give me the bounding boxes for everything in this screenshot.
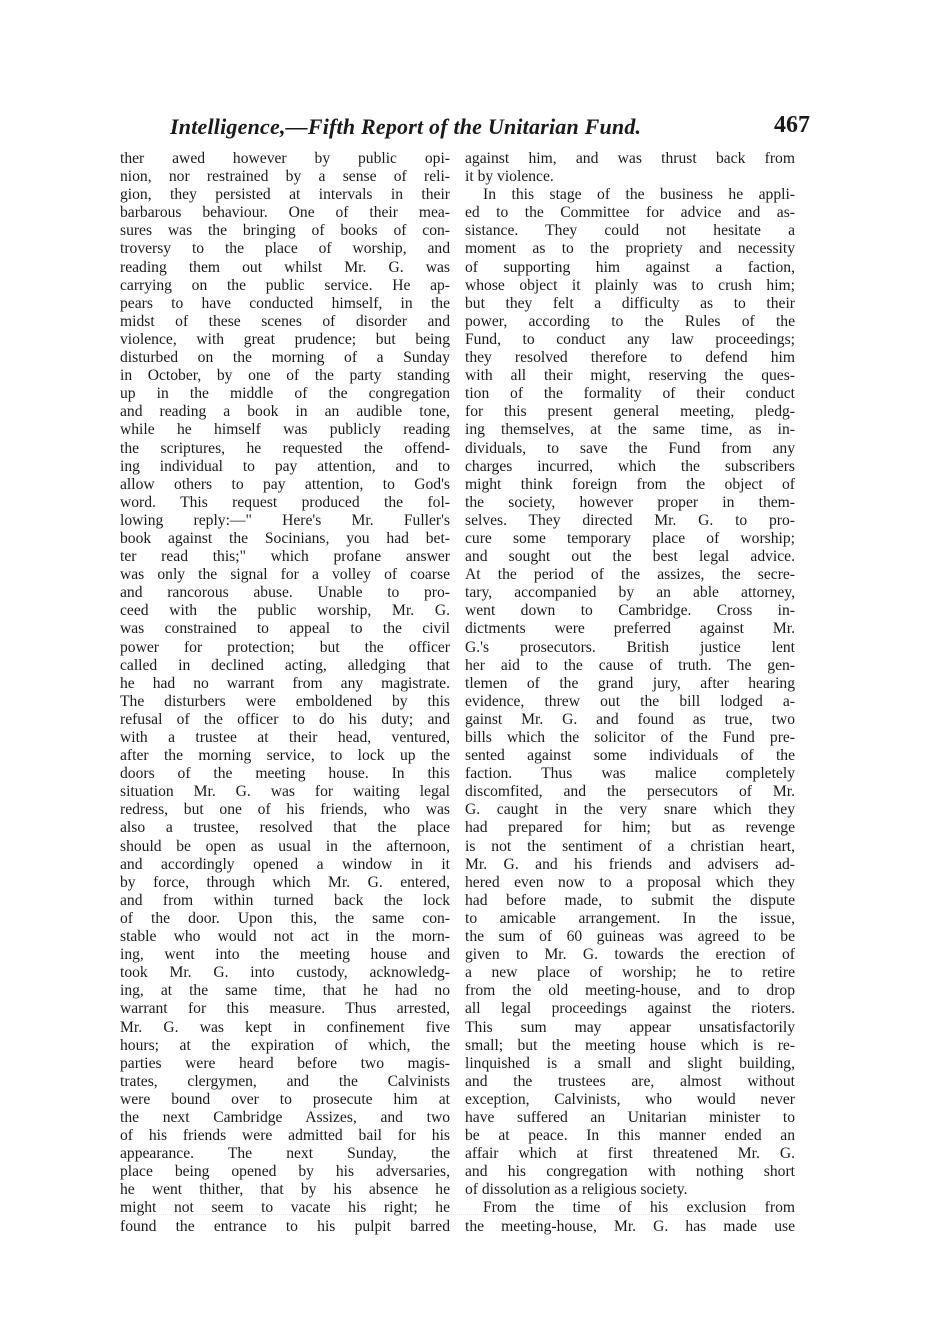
text-line: charges incurred, which the subscribers [465, 457, 795, 475]
text-line: gion, they persisted at intervals in their [120, 186, 450, 204]
text-line: dividuals, to save the Fund from any [465, 439, 795, 457]
text-line: affair which at first threatened Mr. G. [465, 1145, 795, 1163]
text-line: The disturbers were emboldened by this [120, 692, 450, 710]
text-line: was constrained to appeal to the civil [120, 620, 450, 638]
text-line: for this present general meeting, pledg- [465, 403, 795, 421]
text-line: by force, through which Mr. G. entered, [120, 873, 450, 891]
text-line: ing individual to pay attention, and to [120, 457, 450, 475]
text-line: ing, went into the meeting house and [120, 946, 450, 964]
text-line: In this stage of the business he appli- [483, 186, 795, 204]
text-line: had prepared for him; but as revenge [465, 819, 795, 837]
text-line: troversy to the place of worship, and [120, 240, 450, 258]
text-line: from the old meeting-house, and to drop [465, 982, 795, 1000]
text-line: whose object it plainly was to crush him; [465, 276, 795, 294]
text-line: had before made, to submit the dispute [465, 891, 795, 909]
text-line: gainst Mr. G. and found as true, two [465, 710, 795, 728]
text-line: should be open as usual in the afternoon, [120, 837, 450, 855]
text-line: found the entrance to his pulpit barred [120, 1217, 450, 1235]
text-line: disturbed on the morning of a Sunday [120, 349, 450, 367]
text-line: redress, but one of his friends, who was [120, 801, 450, 819]
text-line: with all their might, reserving the ques- [465, 367, 795, 385]
text-line: sistance. They could not hesitate a [465, 222, 795, 240]
text-line: violence, with great prudence; but being [120, 330, 450, 348]
text-line: cure some temporary place of worship; [465, 529, 795, 547]
text-line: pears to have conducted himself, in the [120, 294, 450, 312]
text-line: and accordingly opened a window in it [120, 855, 450, 873]
text-line: he had no warrant from any magistrate. [120, 674, 450, 692]
right-column [465, 150, 795, 1236]
text-line: evidence, threw out the bill lodged a- [465, 692, 795, 710]
text-line: it by violence. [465, 168, 554, 186]
text-line: the scriptures, he requested the offend- [120, 439, 450, 457]
text-line: the society, however proper in them- [465, 493, 795, 511]
text-line: of the door. Upon this, the same con- [120, 909, 450, 927]
text-line: faction. Thus was malice completely [465, 765, 795, 783]
text-line: dictments were preferred against Mr. [465, 620, 795, 638]
text-line: lowing reply:—" Here's Mr. Fuller's [120, 511, 450, 529]
text-line: small; but the meeting house which is re- [465, 1036, 795, 1054]
text-line: the meeting-house, Mr. G. has made use [465, 1217, 795, 1235]
text-line: to amicable arrangement. In the issue, [465, 909, 795, 927]
page-bottom-edge [120, 1214, 800, 1223]
text-line: took Mr. G. into custody, acknowledg- [120, 964, 450, 982]
text-line: situation Mr. G. was for waiting legal [120, 783, 450, 801]
text-line: selves. They directed Mr. G. to pro- [465, 511, 795, 529]
text-line: place being opened by his adversaries, [120, 1163, 450, 1181]
text-line: parties were heard before two magis- [120, 1054, 450, 1072]
text-line: have suffered an Unitarian minister to [465, 1108, 795, 1126]
text-line: of supporting him against a faction, [465, 258, 795, 276]
text-line: book against the Socinians, you had bet- [120, 529, 450, 547]
text-line: This sum may appear unsatisfactorily [465, 1018, 795, 1036]
text-line: is not the sentiment of a christian heart, [465, 837, 795, 855]
text-line: her aid to the cause of truth. The gen- [465, 656, 795, 674]
text-line: and from within turned back the lock [120, 891, 450, 909]
text-line: warrant for this measure. Thus arrested, [120, 1000, 450, 1018]
text-line: exception, Calvinists, who would never [465, 1090, 795, 1108]
text-line: after the morning service, to lock up the [120, 747, 450, 765]
text-line: G.'s prosecutors. British justice lent [465, 638, 795, 656]
text-line: might not seem to vacate his right; he [120, 1199, 450, 1217]
text-line: reading them out whilst Mr. G. was [120, 258, 450, 276]
text-line: midst of these scenes of disorder and [120, 312, 450, 330]
text-line: trates, clergymen, and the Calvinists [120, 1072, 450, 1090]
text-line: Mr. G. was kept in confinement five [120, 1018, 450, 1036]
text-line: a new place of worship; he to retire [465, 964, 795, 982]
text-line: ing themselves, at the same time, as in- [465, 421, 795, 439]
text-line: linquished is a small and slight building, [465, 1054, 795, 1072]
text-line: hered even now to a proposal which they [465, 873, 795, 891]
text-line: and reading a book in an audible tone, [120, 403, 450, 421]
text-line: bills which the solicitor of the Fund pre- [465, 729, 795, 746]
text-line: ter read this;" which profane answer [120, 548, 450, 566]
text-line: but they felt a difficulty as to their [465, 294, 795, 312]
text-line: nion, nor restrained by a sense of reli- [120, 168, 450, 186]
text-line: doors of the meeting house. In this [120, 765, 450, 783]
text-line: ceed with the public worship, Mr. G. [120, 602, 450, 620]
text-line: of dissolution as a religious society. [465, 1181, 688, 1199]
text-line: they resolved therefore to defend him [465, 349, 795, 367]
text-line: was only the signal for a volley of coarse [120, 566, 450, 584]
running-title: Intelligence,—Fifth Report of the Unitarian Fund. [170, 114, 642, 139]
text-line: carrying on the public service. He ap- [120, 276, 450, 294]
text-line: At the period of the assizes, the secre- [465, 566, 795, 584]
text-line: and sought out the best legal advice. [465, 548, 795, 566]
text-line: in October, by one of the party standing [120, 367, 450, 385]
text-line: word. This request produced the fol- [120, 493, 450, 511]
text-line: ed to the Committee for advice and as- [465, 204, 795, 222]
text-line: power, according to the Rules of the [465, 312, 795, 330]
text-line: Mr. G. and his friends and advisers ad- [465, 855, 795, 873]
text-line: called in declined acting, alledging that [120, 656, 450, 674]
text-line: discomfited, and the persecutors of Mr. [465, 783, 795, 801]
text-line: allow others to pay attention, to God's [120, 475, 450, 493]
text-line: and his congregation with nothing short [465, 1163, 795, 1181]
running-head [170, 112, 810, 146]
text-line: ther awed however by public opi- [120, 150, 450, 167]
text-line: moment as to the propriety and necessity [465, 240, 795, 258]
text-line: power for protection; but the officer [120, 638, 450, 656]
text-line: the sum of 60 guineas was agreed to be [465, 928, 795, 946]
text-line: barbarous behaviour. One of their mea- [120, 204, 450, 222]
text-line: while he himself was publicly reading [120, 421, 450, 439]
text-line: tion of the formality of their conduct [465, 385, 795, 403]
text-line: against him, and was thrust back from [465, 150, 795, 167]
text-line: went down to Cambridge. Cross in- [465, 602, 795, 620]
text-line: be at peace. In this manner ended an [465, 1127, 795, 1145]
text-line: sures was the bringing of books of con- [120, 222, 450, 240]
text-line: given to Mr. G. towards the erection of [465, 946, 795, 964]
text-line: might think foreign from the object of [465, 475, 795, 493]
text-line: up in the middle of the congregation [120, 385, 450, 403]
text-line: refusal of the officer to do his duty; and [120, 710, 450, 728]
text-line: ing, at the same time, that he had no [120, 982, 450, 1000]
text-line: of his friends were admitted bail for his [120, 1127, 450, 1145]
text-line: also a trustee, resolved that the place [120, 819, 450, 837]
text-line: From the time of his exclusion from [483, 1199, 795, 1217]
text-line: he went thither, that by his absence he [120, 1181, 450, 1199]
text-line: sented against some individuals of the [465, 747, 795, 765]
text-line: appearance. The next Sunday, the [120, 1145, 450, 1163]
text-line: all legal proceedings against the rioters. [465, 1000, 795, 1018]
text-line: G. caught in the very snare which they [465, 801, 795, 819]
text-line: stable who would not act in the morn- [120, 928, 450, 946]
text-line: Fund, to conduct any law proceedings; [465, 330, 795, 348]
text-line: and rancorous abuse. Unable to pro- [120, 584, 450, 602]
text-line: hours; at the expiration of which, the [120, 1036, 450, 1054]
text-line: the next Cambridge Assizes, and two [120, 1108, 450, 1126]
text-line: tary, accompanied by an able attorney, [465, 584, 795, 602]
text-line: tlemen of the grand jury, after hearing [465, 674, 795, 692]
page-number: 467 [774, 112, 810, 138]
text-line: and the trustees are, almost without [465, 1072, 795, 1090]
left-column [120, 150, 450, 1236]
text-line: were bound over to prosecute him at [120, 1090, 450, 1108]
text-line: with a trustee at their head, ventured, [120, 729, 450, 746]
